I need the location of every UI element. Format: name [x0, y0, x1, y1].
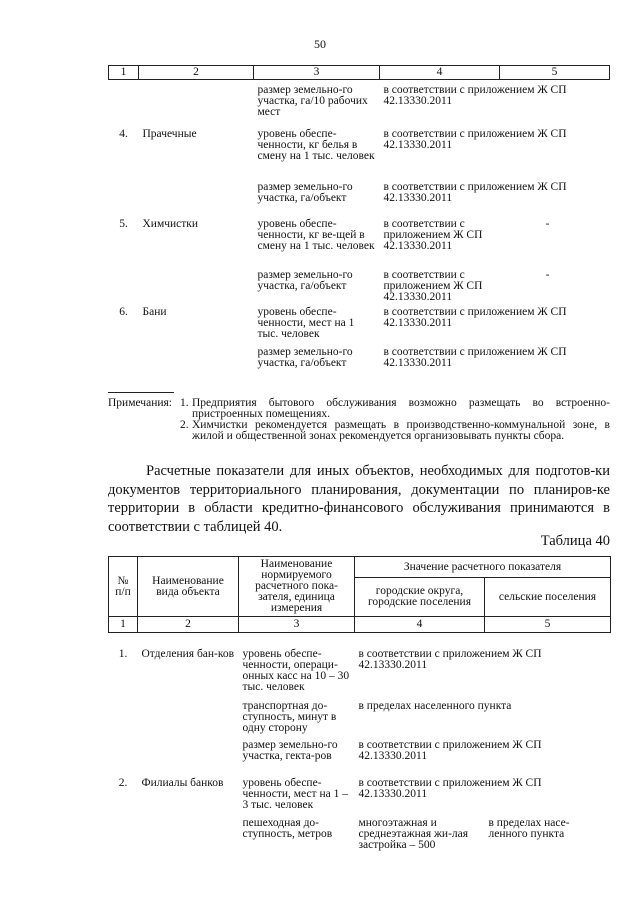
urban-value: в соответствии с приложением Ж СП 42.13330.2011 [383, 181, 567, 204]
note-number: 2. [180, 419, 189, 431]
object-name [139, 270, 254, 307]
urban-value: в соответствии с приложением Ж СП 42.13330.2011 [383, 84, 567, 107]
urban-value: в соответствии с приложением Ж СП 42.13330.2011 [383, 269, 483, 303]
table-row [109, 182, 610, 219]
urban-value: в соответствии с приложением Ж СП 42.13330.2011 [358, 648, 542, 671]
header-object-name: Наименование вида объекта [138, 557, 239, 617]
header-value-group: Значение расчетного показателя [355, 557, 611, 578]
note-text: Химчистки рекомендуется размещать в производственно-коммунальной зоне, в жилой и общественной зонах рекомендуется организовывать пункты сбора. [192, 419, 610, 442]
object-name: Прачечные [142, 128, 197, 140]
rural-value: - [545, 269, 550, 281]
column-number: 5 [485, 617, 611, 633]
indicator-name: размер земельно-го участка, га/объект [257, 181, 353, 204]
column-number: 5 [500, 66, 610, 80]
table-row [109, 129, 610, 182]
urban-value: в соответствии с приложением Ж СП 42.13330.2011 [383, 346, 567, 369]
object-name: Химчистки [142, 218, 199, 230]
urban-value: в соответствии с приложением Ж СП 42.13330.2011 [383, 306, 567, 329]
column-number: 3 [239, 617, 355, 633]
table-caption: Таблица 40 [540, 533, 610, 549]
header-rural: сельские поселения [485, 578, 611, 617]
table-row [109, 307, 610, 347]
table-row [109, 347, 610, 384]
row-number: 6. [119, 306, 128, 318]
table-column-numbers [109, 66, 610, 80]
row-number: 5. [119, 218, 128, 230]
column-number: 4 [355, 617, 485, 633]
header-urban: городские округа, городские поселения [355, 578, 485, 617]
object-name: Филиалы банков [141, 777, 224, 789]
indicator-name: пешеходная до-ступность, метров [242, 817, 333, 840]
body-paragraph: Расчетные показатели для иных объектов, необходимых для подготов-ки документов территориального планирования, документации по планиров-ке территории в области кредитно-финансового обслуживания принимаются в соответствии с таблицей 40. [108, 463, 610, 535]
urban-value: в соответствии с приложением Ж СП 42.13330.2011 [383, 218, 483, 252]
object-name: Бани [142, 306, 167, 318]
object-name: Отделения бан-ков [141, 648, 235, 660]
table-40 [108, 556, 611, 858]
row-number [109, 701, 138, 740]
urban-value: в соответствии с приложением Ж СП 42.13330.2011 [358, 777, 542, 800]
object-name [138, 701, 239, 740]
rural-value: - [545, 218, 550, 230]
column-number: 1 [109, 617, 138, 633]
urban-value: в соответствии с приложением Ж СП 42.13330.2011 [383, 128, 567, 151]
row-number [109, 347, 139, 384]
column-number: 3 [254, 66, 380, 80]
row-number [109, 740, 138, 778]
table-row [109, 818, 611, 858]
column-number: 2 [139, 66, 254, 80]
indicator-name: уровень обеспе-ченности, кг белья в смену на 1 тыс. человек [257, 128, 375, 162]
indicator-name: размер земельно-го участка, га/объект [257, 346, 353, 369]
row-number: 2. [118, 777, 128, 789]
row-number [109, 818, 138, 858]
indicator-name: размер земельно-го участка, га/10 рабочих мест [257, 84, 368, 118]
table-row [109, 85, 610, 129]
indicator-name: уровень обеспе-ченности, кг ве-щей в смену на 1 тыс. человек [257, 218, 375, 252]
indicator-name: уровень обеспе-ченности, мест на 1 – 3 тыс. человек [242, 777, 348, 811]
table-notes [108, 398, 610, 442]
row-number [109, 270, 139, 307]
indicator-name: размер земельно-го участка, га/объект [257, 269, 353, 292]
object-name [139, 85, 254, 129]
row-number: 1. [118, 648, 128, 660]
header-number: № п/п [109, 557, 138, 617]
rural-value: в пределах насе-ленного пункта [488, 817, 570, 840]
note-text: Предприятия бытового обслуживания возможно размещать во встроенно-пристроенных помещениях. [192, 397, 610, 420]
table-column-numbers [109, 617, 611, 633]
table-row [109, 778, 611, 818]
column-number: 4 [380, 66, 500, 80]
table-row [109, 219, 610, 270]
table-39-continuation [108, 65, 610, 384]
table-header-row [109, 557, 611, 578]
object-name [139, 182, 254, 219]
object-name [138, 818, 239, 858]
note-item [108, 420, 610, 442]
indicator-name: размер земельно-го участка, гекта-ров [242, 739, 338, 762]
column-number: 1 [109, 66, 139, 80]
footnote-divider [108, 392, 174, 393]
note-number: 1. [180, 397, 189, 409]
table-row [109, 649, 611, 701]
table-row [109, 740, 611, 778]
column-number: 2 [138, 617, 239, 633]
page-number: 50 [314, 37, 326, 51]
indicator-name: уровень обеспе-ченности, мест на 1 тыс. человек [257, 306, 355, 340]
notes-label: Примечания: [108, 397, 172, 409]
row-number [109, 85, 139, 129]
row-number [109, 182, 139, 219]
header-indicator: Наименование нормируемого расчетного пока-зателя, единица измерения [239, 557, 355, 617]
urban-value: в пределах населенного пункта [358, 700, 512, 712]
table-row [109, 270, 610, 307]
note-item [108, 398, 610, 420]
table-row [109, 701, 611, 740]
object-name [139, 347, 254, 384]
indicator-name: уровень обеспе-ченности, операци-онных касс на 10 – 30 тыс. человек [242, 648, 350, 693]
urban-value: многоэтажная и среднеэтажная жи-лая застройка – 500 [358, 817, 469, 851]
urban-value: в соответствии с приложением Ж СП 42.13330.2011 [358, 739, 542, 762]
row-number: 4. [119, 128, 128, 140]
indicator-name: транспортная до-ступность, минут в одну сторону [242, 700, 337, 734]
object-name [138, 740, 239, 778]
